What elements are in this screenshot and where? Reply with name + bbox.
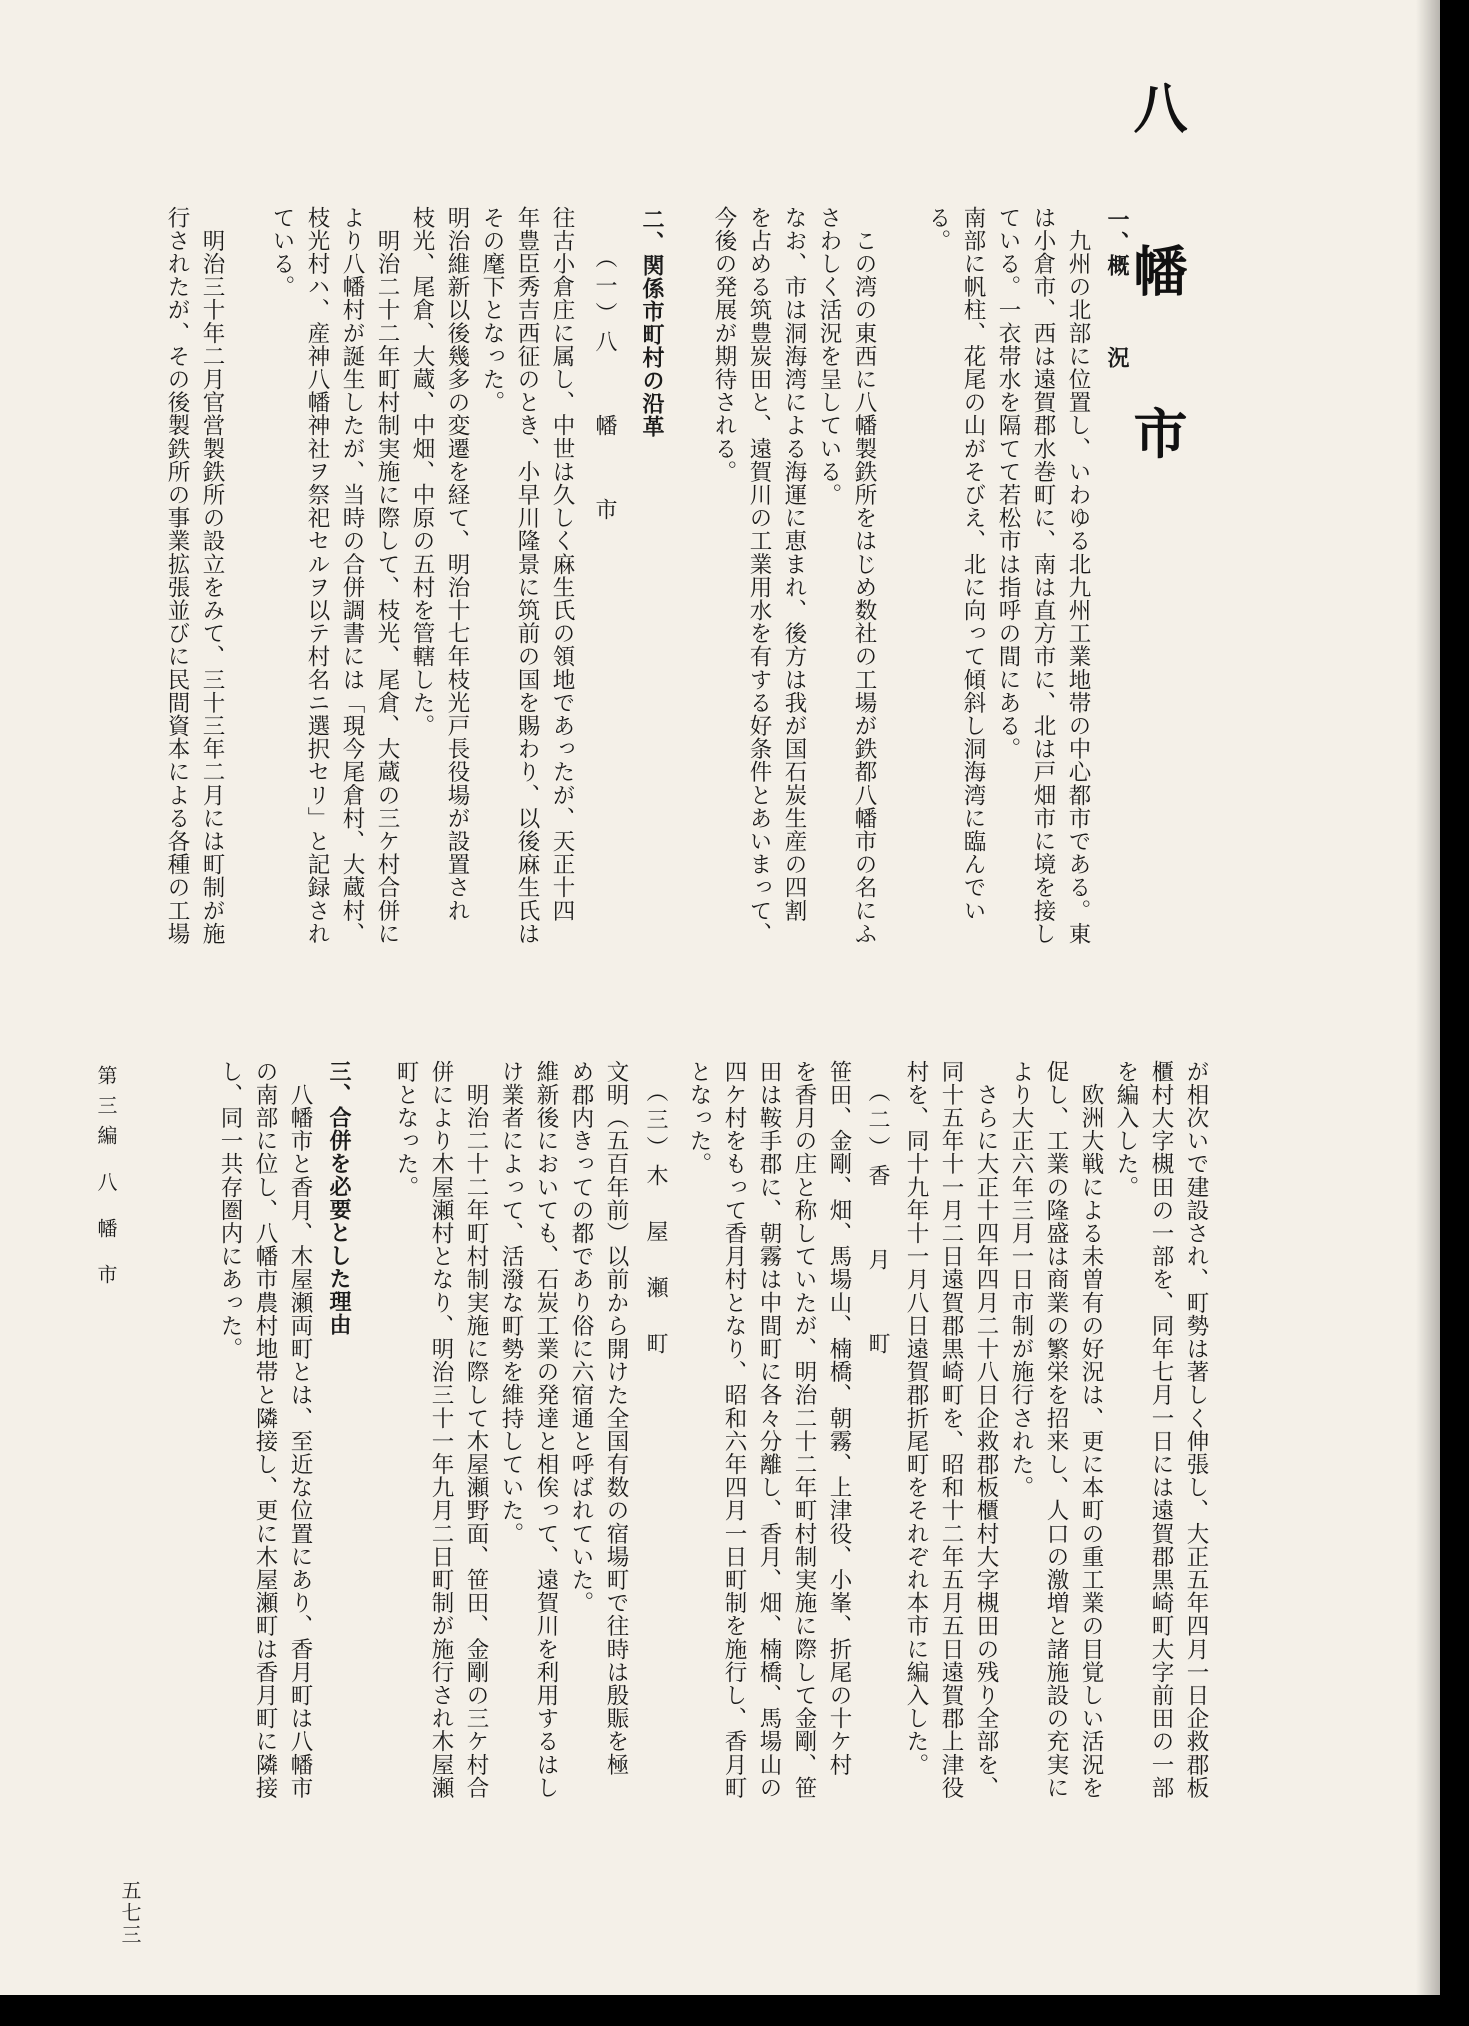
text-column: が相次いで建設され、町勢は著しく伸張し、大正五年四月一日企救郡板 <box>1183 1060 1209 1800</box>
text-column: この湾の東西に八幡製鉄所をはじめ数社の工場が鉄都八幡市の名にふ <box>851 206 877 946</box>
text-column: 明治維新以後幾多の変遷を経て、明治十七年枝光戸長役場が設置され <box>444 206 470 923</box>
text-column: 南部に帆柱、花尾の山がそびえ、北に向って傾斜し洞海湾に臨んでい <box>960 206 986 923</box>
text-column: 欧洲大戦による未曽有の好況は、更に本町の重工業の目覚しい活況を <box>1078 1060 1104 1800</box>
section-heading-reason: 三、合併を必要とした理由 <box>326 1060 351 1336</box>
page-number: 五七三 <box>118 1880 142 1946</box>
text-column: 四ケ村をもって香月村となり、昭和六年四月一日町制を施行し、香月町 <box>721 1060 747 1800</box>
text-column: より大正六年三月一日市制が施行された。 <box>1008 1060 1034 1499</box>
text-column: 九州の北部に位置し、いわゆる北九州工業地帯の中心都市である。東 <box>1065 206 1091 946</box>
subsection-heading-kazuki: （二）香 月 町 <box>865 1080 890 1360</box>
text-column: め郡内きっての都であり俗に六宿通と呼ばれていた。 <box>568 1060 594 1615</box>
text-column: の南部に位し、八幡市農村地帯と隣接し、更に木屋瀬町は香月町に隣接 <box>252 1060 278 1800</box>
text-column: 明治二十二年町村制実施に際して、枝光、尾倉、大蔵の三ケ村合併に <box>374 206 400 946</box>
text-column: 維新後においても、石炭工業の発達と相俟って、遠賀川を利用するはし <box>533 1060 559 1800</box>
text-column: 枝光村ハ、産神八幡神社ヲ祭祀セルヲ以テ村名ニ選択セリ」と記録され <box>304 206 330 946</box>
text-column: さらに大正十四年四月二十八日企救郡板櫃村大字槻田の残り全部を、 <box>973 1060 999 1800</box>
text-column: 同十五年十一月二日遠賀郡黒崎町を、昭和十二年五月五日遠賀郡上津役 <box>938 1060 964 1800</box>
text-column: 今後の発展が期待される。 <box>711 206 737 484</box>
subsection-heading-yawata: （一）八 幡 市 <box>592 246 617 526</box>
text-column: 文明（五百年前）以前から開けた全国有数の宿場町で往時は殷賑を極 <box>603 1060 629 1777</box>
text-column: 枝光、尾倉、大蔵、中畑、中原の五村を管轄した。 <box>409 206 435 738</box>
text-column: 櫃村大字槻田の一部を、同年七月一日には遠賀郡黒崎町大字前田の一部 <box>1148 1060 1174 1800</box>
text-column: なお、市は洞海湾による海運に恵まれ、後方は我が国石炭生産の四割 <box>781 206 807 923</box>
text-column: 村を、同十九年十一月八日遠賀郡折尾町をそれぞれ本市に編入した。 <box>903 1060 929 1777</box>
text-column: 促し、工業の隆盛は商業の繁栄を招来し、人口の激増と諸施設の充実に <box>1043 1060 1069 1800</box>
text-column: 併により木屋瀬村となり、明治三十一年九月二日町制が施行され木屋瀬 <box>428 1060 454 1800</box>
text-column: となった。 <box>686 1060 712 1176</box>
text-column: ている。 <box>269 206 295 299</box>
text-column: 往古小倉庄に属し、中世は久しく麻生氏の領地であったが、天正十四 <box>549 206 575 923</box>
text-column: ている。一衣帯水を隔てて若松市は指呼の間にある。 <box>995 206 1021 761</box>
text-column: 明治三十年二月官営製鉄所の設立をみて、三十三年二月には町制が施 <box>199 206 225 946</box>
text-column: さわしく活況を呈している。 <box>816 206 842 507</box>
text-column: 町となった。 <box>393 1060 419 1199</box>
text-column: る。 <box>925 206 951 253</box>
page-title: 八 幡 市 <box>1125 80 1188 505</box>
page-edge-shadow <box>1416 0 1440 1995</box>
text-column: を占める筑豊炭田と、遠賀川の工業用水を有する好条件とあいまって、 <box>746 206 772 946</box>
text-column: を編入した。 <box>1113 1060 1139 1199</box>
section-heading-overview: 一、概 況 <box>1104 208 1129 369</box>
text-column: 八幡市と香月、木屋瀬両町とは、至近な位置にあり、香月町は八幡市 <box>287 1060 313 1800</box>
text-column: その麾下となった。 <box>479 206 505 414</box>
subsection-heading-kooyanose: （三）木 屋 瀬 町 <box>643 1080 668 1360</box>
text-column: より八幡村が誕生したが、当時の合併調書には「現今尾倉村、大蔵村、 <box>339 206 365 946</box>
text-column: 田は鞍手郡に、朝霧は中間町に各々分離し、香月、畑、楠橋、馬場山の <box>756 1060 782 1800</box>
text-column: 笹田、金剛、畑、馬場山、楠橋、朝霧、上津役、小峯、折尾の十ケ村 <box>826 1060 852 1777</box>
text-column: 年豊臣秀吉西征のとき、小早川隆景に筑前の国を賜わり、以後麻生氏は <box>514 206 540 946</box>
text-column: を香月の庄と称していたが、明治二十二年町村制実施に際して金剛、笹 <box>791 1060 817 1800</box>
text-column: し、同一共存圏内にあった。 <box>217 1060 243 1361</box>
section-heading-history: 二、関係市町村の沿革 <box>639 208 664 438</box>
text-column: け業者によって、活潑な町勢を維持していた。 <box>498 1060 524 1546</box>
text-column: 行されたが、その後製鉄所の事業拡張並びに民間資本による各種の工場 <box>164 206 190 946</box>
footer-section-label: 第三編 八 幡 市 <box>94 1065 118 1295</box>
text-column: 明治二十二年町村制実施に際して木屋瀬野面、笹田、金剛の三ケ村合 <box>463 1060 489 1800</box>
text-column: は小倉市、西は遠賀郡水巻町に、南は直方市に、北は戸畑市に境を接し <box>1030 206 1056 946</box>
